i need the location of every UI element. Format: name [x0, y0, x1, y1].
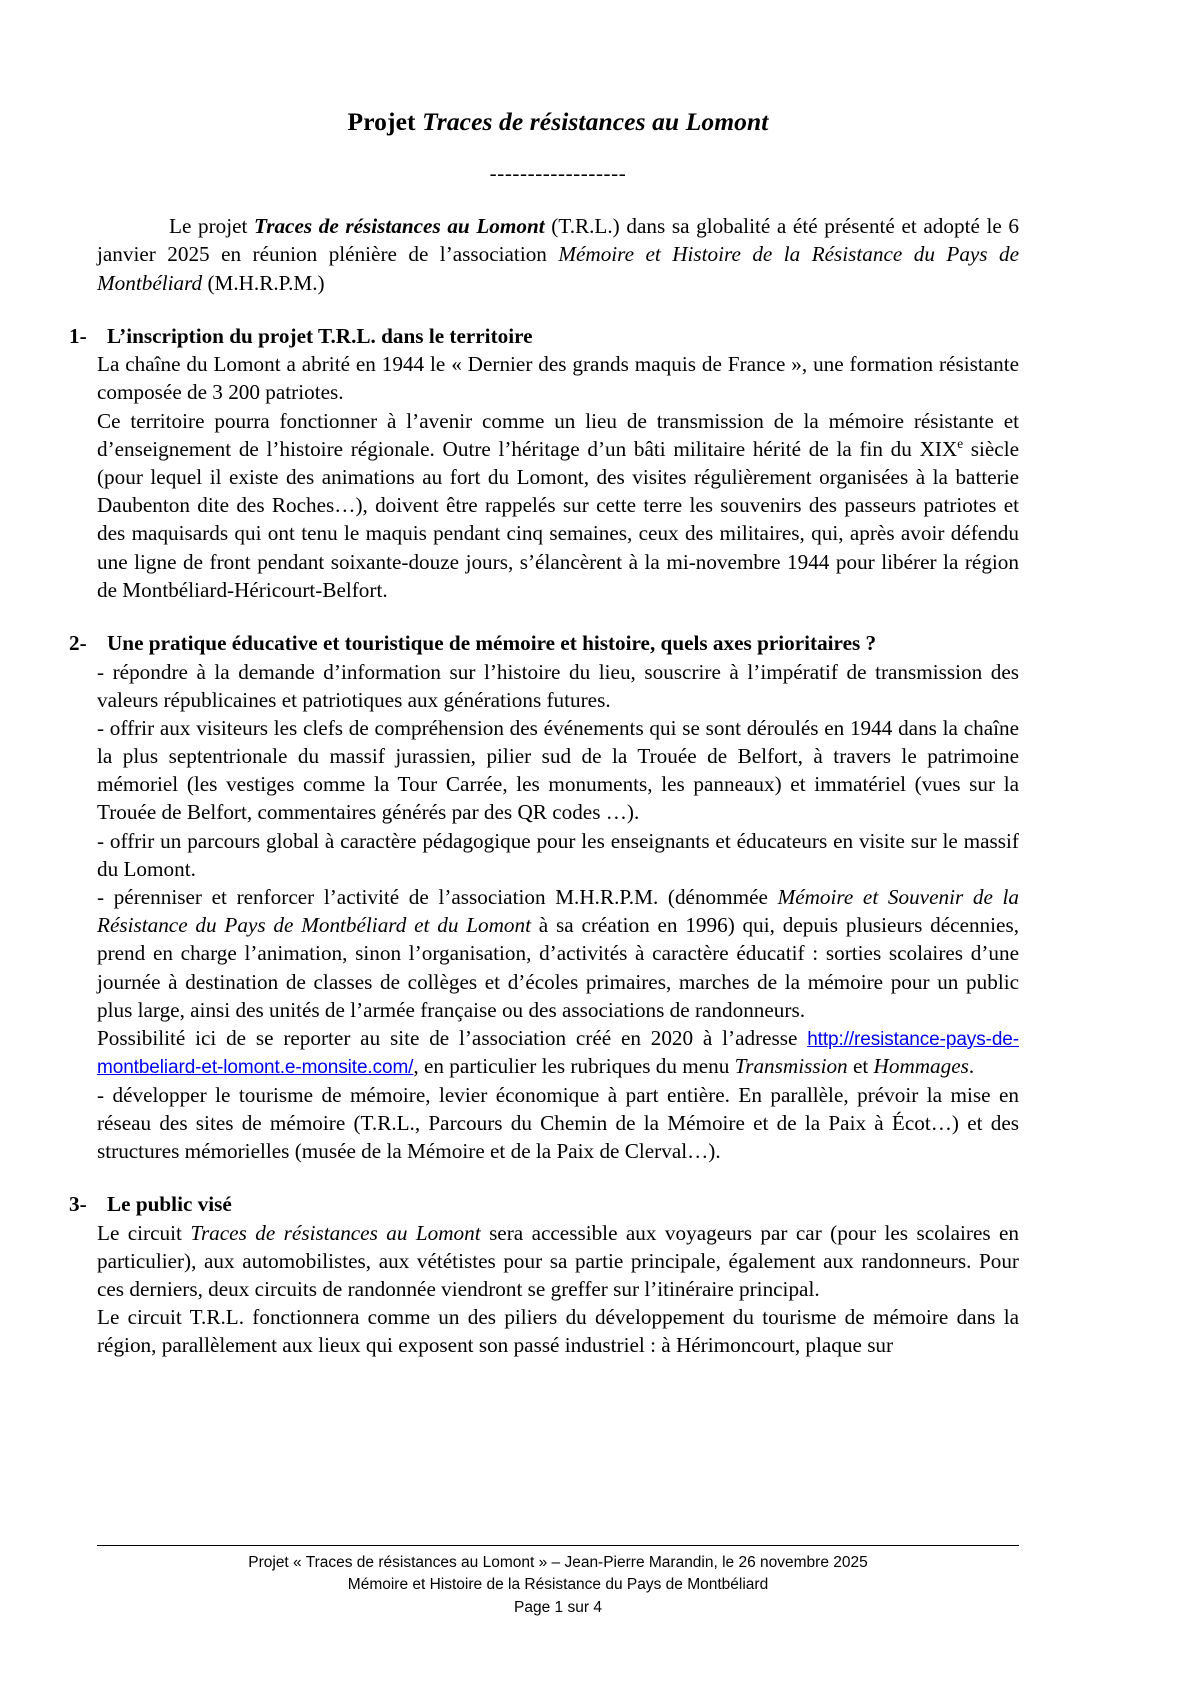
menu-hommages: Hommages [873, 1054, 969, 1079]
section-2-website-paragraph [97, 1024, 1019, 1081]
section-2-bullet-2: - offrir aux visiteurs les clefs de compréhension des événements qui se sont déroulés en 1944 dans la chaîne la plus septentrionale du massif jurassien, pilier sud de la Trouée de Belfort, à travers le patrimoine mémoriel (les vestiges comme la Tour Carrée, les monuments, les panneaux) et immatériel (vues sur la Trouée de Belfort, commentaires générés par des QR codes …). [97, 715, 1019, 825]
section-1-paragraph-2 [97, 407, 1019, 604]
section-1-paragraph-1: La chaîne du Lomont a abrité en 1944 le « Dernier des grands maquis de France », une formation résistante composée de 3 200 patriotes. [97, 352, 1019, 405]
s2b4-text-a: - pérenniser et renforcer l’activité de l’association M.H.R.P.M. (dénommée [97, 885, 778, 910]
footer-line-project: Projet « Traces de résistances au Lomont » – Jean-Pierre Marandin, le 26 novembre 2025 [248, 1554, 868, 1571]
document-body [69, 0, 1020, 1360]
s3p1-text-a: Le circuit [97, 1220, 191, 1245]
s1p2-text-a: Ce territoire pourra fonctionner à l’avenir comme un lieu de transmission de la mémoire résistante et d’enseignement de l’histoire régionale. Outre l’héritage d’un bâti militaire hérité de la fin du XIX [97, 408, 1019, 461]
section-title-2: Une pratique éducative et touristique de mémoire et histoire, quels axes prioritaires ? [107, 630, 877, 655]
intro-text-c: (T.R.L.) dans sa globalité a été présenté et adopté le 6 janvier 2025 en réunion plénière de l’association [97, 214, 1020, 267]
s1p2-text-b: siècle (pour lequel il existe des animations au fort du Lomont, des visites régulièrement organisées à la batterie Daubenton dite des Roches…), doivent être rappelés sur cette terre les souvenirs des passeurs patriotes et des maquisards qui ont tenu le maquis pendant cinq semaines, ceux des militaires, qui, après avoir défendu une ligne de front pendant soixante-douze jours, s’élancèrent à la mi-novembre 1944 pour libérer la région de Montbéliard-Héricourt-Belfort. [97, 436, 1019, 602]
website-text-d: . [968, 1054, 975, 1079]
s2b4-former-name: Mémoire et Souvenir de la Résistance du Pays de Montbéliard et du Lomont [97, 885, 1020, 938]
intro-project-name: Traces de résistances au Lomont [254, 214, 545, 239]
section-number-2: 2- [69, 630, 87, 655]
section-heading-3 [69, 1191, 1019, 1219]
website-text-a: Possibilité ici de se reporter au site de l’association créé en 2020 à l’adresse [97, 1025, 808, 1050]
section-3-paragraph-2: Le circuit T.R.L. fonctionnera comme un des piliers du développement du tourisme de mémoire dans la région, parallèlement aux lieux qui exposent son passé industriel : à Hérimoncourt, plaque sur [97, 1305, 1019, 1358]
section-2-bullet-6: - développer le tourisme de mémoire, levier économique à part entière. En parallèle, prévoir la mise en réseau des sites de mémoire (T.R.L., Parcours du Chemin de la Mémoire et de la Paix à Écot…) et des structures mémorielles (musée de la Mémoire et de la Paix de Clerval…). [97, 1082, 1019, 1163]
website-text-c: et [847, 1054, 874, 1079]
s3p1-circuit-name: Traces de résistances au Lomont [190, 1220, 481, 1245]
title-divider: ------------------ [489, 161, 627, 186]
s3p1-text-b: sera accessible aux voyageurs par car (pour les scolaires en particulier), aux automobilistes, aux vététistes pour sa partie principale, également aux randonneurs. Pour ces derniers, deux circuits de randonnée viendront se greffer sur l’itinéraire principal. [97, 1220, 1020, 1302]
section-2-bullet-1: - répondre à la demande d’information sur l’histoire du lieu, souscrire à l’impératif de transmission des valeurs républicaines et patriotiques aux générations futures. [97, 659, 1019, 712]
intro-text-e: (M.H.R.P.M.) [202, 270, 325, 295]
section-3-paragraph-1 [97, 1219, 1019, 1304]
footer-divider [97, 1545, 1019, 1546]
menu-transmission: Transmission [734, 1054, 848, 1079]
title-italic: Traces de résistances au Lomont [422, 107, 769, 136]
s2b4-text-b: à sa création en 1996) qui, depuis plusieurs décennies, prend en charge l’animation, sinon l’organisation, d’activités à caractère éducatif : sorties scolaires d’une journée à destination de classes de collèges et d’écoles primaires, marches de la mémoire pour un public plus large, ainsi des unités de l’armée française ou des associations de randonneurs. [97, 913, 1019, 1022]
page-title [97, 0, 1019, 137]
footer-line-association: Mémoire et Histoire de la Résistance du Pays de Montbéliard [347, 1576, 769, 1594]
section-title-3: Le public visé [107, 1192, 232, 1217]
section-2-bullet-3: - offrir un parcours global à caractère pédagogique pour les enseignants et éducateurs en visite sur le massif du Lomont. [97, 828, 1019, 881]
section-heading-1 [69, 323, 1019, 351]
section-number-1: 1- [69, 323, 87, 348]
section-2-bullet-4 [97, 883, 1019, 1024]
footer-page-number: Page 1 sur 4 [514, 1598, 602, 1616]
section-heading-2 [69, 630, 1019, 658]
century-superscript: e [957, 435, 964, 451]
section-number-3: 3- [69, 1192, 87, 1217]
page-footer [97, 1545, 1019, 1619]
title-prefix: Projet [347, 107, 423, 136]
section-title-1: L’inscription du projet T.R.L. dans le territoire [107, 323, 533, 348]
website-text-b: , en particulier les rubriques du menu [413, 1054, 735, 1079]
intro-text-a: Le projet [169, 214, 255, 239]
intro-paragraph [97, 212, 1019, 297]
intro-association-name: Mémoire et Histoire de la Résistance du Pays de Montbéliard [97, 242, 1019, 295]
association-website-link[interactable]: http://resistance-pays-de-montbeliard-et-lomont.e-monsite.com/ [97, 1028, 1019, 1079]
